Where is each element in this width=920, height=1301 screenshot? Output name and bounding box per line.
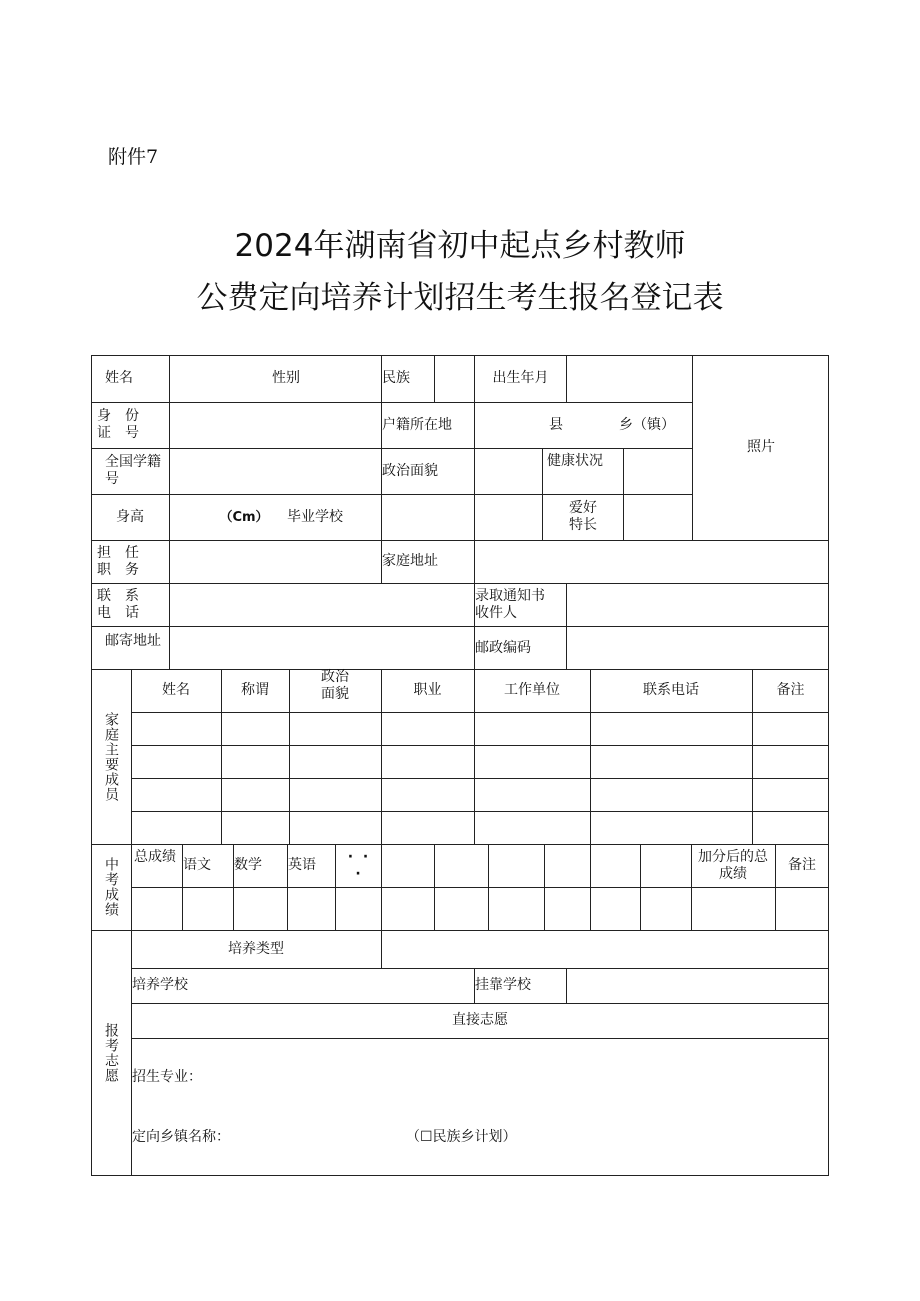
hobby-label: 爱好 特长	[569, 500, 597, 533]
ethnicity-label: 民族	[382, 370, 410, 386]
phone-label: 联 系 电 话	[97, 587, 139, 621]
application-section-text: 报考志愿	[103, 1023, 119, 1083]
family-header-employer: 工作单位	[504, 682, 560, 698]
mailing-address-label: 邮寄地址	[105, 632, 161, 649]
notice-recipient-label: 录取通知书 收件人	[475, 587, 545, 621]
id-number-label: 身 份 证 号	[97, 408, 139, 441]
training-type-label: 培养类型	[228, 940, 284, 957]
family-section-text: 家庭主要成员	[103, 711, 119, 802]
county-label: 县	[549, 416, 563, 433]
position-label: 担 任 职 务	[97, 544, 139, 578]
exam-english: 英语	[288, 857, 316, 873]
application-section-label	[91, 930, 131, 1176]
family-header-remarks: 备注	[776, 682, 805, 698]
political-status-label: 政治面貌	[382, 462, 438, 479]
exam-other-subjects: · · ·	[347, 848, 369, 882]
exam-section-label	[91, 844, 131, 930]
training-school-label: 培养学校	[132, 977, 188, 993]
postcode-label: 邮政编码	[475, 639, 531, 656]
registration-form	[91, 355, 829, 1176]
health-label: 健康状况	[547, 453, 603, 469]
gender-label: 性别	[272, 370, 300, 386]
exam-total-score: 总成绩	[134, 849, 176, 865]
name-label: 姓名	[105, 370, 133, 386]
family-section-label	[91, 669, 131, 844]
form-title-line-2: 公费定向培养计划招生考生报名登记表	[196, 280, 724, 316]
exam-remarks: 备注	[788, 857, 816, 873]
photo-placeholder: 照片	[747, 439, 775, 455]
ethnic-township-plan-checkbox[interactable]: （☐民族乡计划）	[406, 1128, 517, 1145]
exam-bonus-total: 加分后的总 成绩	[698, 848, 768, 882]
home-address-label: 家庭地址	[382, 553, 438, 569]
affiliated-school-label: 挂靠学校	[475, 977, 531, 993]
birth-date-label: 出生年月	[492, 370, 549, 386]
exam-section-text: 中考成绩	[103, 857, 119, 917]
exam-math: 数学	[234, 857, 262, 873]
major-label: 招生专业：	[132, 1068, 202, 1085]
graduation-school-label: 毕业学校	[287, 508, 343, 525]
direct-choice-label: 直接志愿	[452, 1012, 508, 1028]
height-unit-label: （Cm）	[219, 509, 269, 525]
height-label: 身高	[116, 508, 144, 525]
family-header-relation: 称谓	[241, 682, 269, 698]
student-id-label: 全国学籍 号	[105, 454, 161, 487]
form-title-line-1: 2024年湖南省初中起点乡村教师	[234, 228, 686, 264]
target-township-label: 定向乡镇名称：	[132, 1128, 230, 1145]
family-header-occupation: 职业	[413, 682, 442, 698]
family-header-phone: 联系电话	[643, 682, 699, 698]
exam-chinese: 语文	[183, 857, 211, 873]
family-header-name: 姓名	[162, 682, 190, 698]
township-label: 乡（镇）	[619, 416, 675, 433]
household-label: 户籍所在地	[382, 416, 452, 433]
family-header-political: 政治 面貌	[321, 669, 349, 702]
attachment-label: 附件7	[108, 146, 159, 168]
